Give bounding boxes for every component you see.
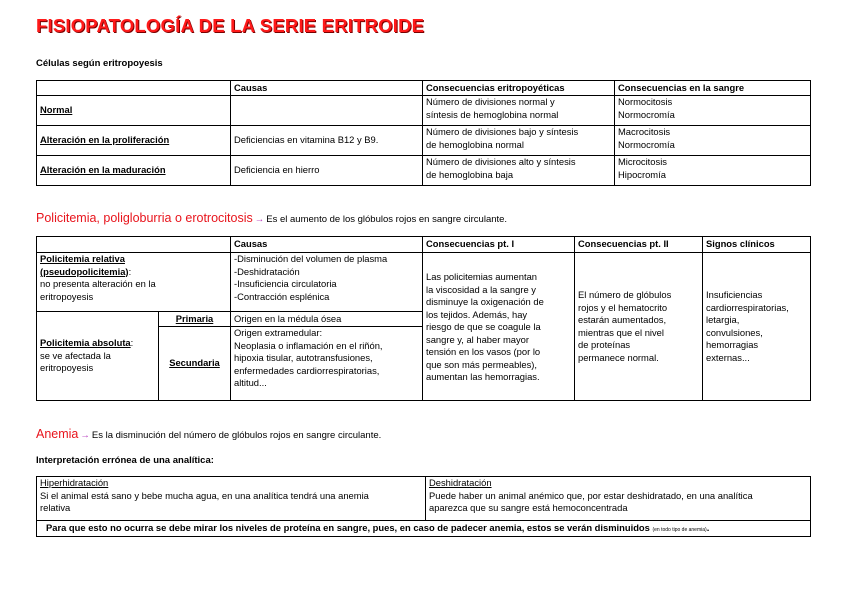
policitemia-definition: Es el aumento de los glóbulos rojos en sangre circulante. <box>266 214 508 225</box>
cell-line: de proteínas <box>578 339 631 350</box>
row-label-proliferacion: Alteración en la proliferación <box>40 134 170 146</box>
cell-line: aparezca que su sangre está hemoconcentrada <box>429 502 628 513</box>
cell-line: Normocitosis <box>618 96 673 107</box>
header-empty <box>37 237 231 253</box>
cell-line: permanece normal. <box>578 351 659 363</box>
cell-line: Macrocitosis <box>618 126 671 137</box>
footer-text: Para que esto no ocurra se debe mirar los niveles de proteína en sangre, pues, en caso de padecer anemia, estos se verán disminuidos <box>46 522 650 534</box>
policitemia-heading <box>36 210 507 227</box>
absoluta-title: Policitemia absoluta <box>40 337 131 349</box>
table-row <box>37 156 811 186</box>
header-consecuencias-2: Consecuencias pt. II <box>575 237 703 253</box>
cell-line: Microcitosis <box>618 156 667 167</box>
header-consecuencias-1: Consecuencias pt. I <box>423 237 575 253</box>
cell-line: Número de divisiones bajo y síntesis <box>426 126 579 137</box>
relativa-cell <box>37 253 231 312</box>
absoluta-cell <box>37 312 159 401</box>
cell-line: sangre y, al haber mayor <box>426 333 530 345</box>
header-consecuencias-sangre: Consecuencias en la sangre <box>615 81 811 96</box>
secundaria-label: Secundaria <box>169 357 220 369</box>
cell-line: -Insuficiencia circulatoria <box>234 278 337 289</box>
absoluta-desc: se ve afectada la <box>40 349 111 361</box>
relativa-colon: : <box>128 265 132 277</box>
arrow-right-icon: → <box>254 214 265 225</box>
cell-line: Si el animal está sano y bebe mucha agua, en una analítica tendrá una anemia <box>40 489 369 501</box>
secundaria-causas <box>231 327 423 401</box>
cell-line: relativa <box>40 502 71 513</box>
cell-line: de hemoglobina normal <box>426 138 524 150</box>
header-causas: Causas <box>231 81 423 96</box>
deshidratacion-cell <box>426 477 811 521</box>
analitica-table <box>36 476 811 537</box>
primaria-label: Primaria <box>175 312 214 324</box>
hiperhidratacion-title: Hiperhidratación <box>40 477 109 488</box>
header-empty <box>37 81 231 96</box>
absoluta-colon: : <box>130 337 134 349</box>
header-causas: Causas <box>231 237 423 253</box>
table-row <box>37 96 811 126</box>
consecuencias-2-cell <box>575 253 703 401</box>
cell-line: los tejidos. Además, hay <box>426 308 528 320</box>
cell-line: Las policitemias aumentan <box>426 271 537 283</box>
footer-small: (en todo tipo de anemia) <box>652 527 707 534</box>
arrow-right-icon: → <box>80 430 90 441</box>
header-consecuencias-eritropoyeticas: Consecuencias eritropoyéticas <box>423 81 615 96</box>
cell-line: aumentan las hemorragias. <box>426 371 540 383</box>
cell-line: externas... <box>706 351 750 363</box>
eritropoyesis-table <box>36 80 811 186</box>
cell-line: Hipocromía <box>618 168 666 180</box>
relativa-causas <box>231 253 423 312</box>
cell-line: Insuficiencias <box>706 289 763 300</box>
cell-line: estarán aumentados, <box>578 314 667 325</box>
cell-line: enfermedades cardiorrespiratorias, <box>234 364 380 376</box>
cell-line: mientras que el nivel <box>578 326 664 338</box>
policitemia-table <box>36 236 811 401</box>
page-title: FISIOPATOLOGÍA DE LA SERIE ERITROIDE <box>36 15 425 36</box>
cell-line: Origen extramedular: <box>234 327 323 338</box>
cell-line: riesgo de que se coagule la <box>426 321 541 333</box>
relativa-desc: eritropoyesis <box>40 290 94 302</box>
hiperhidratacion-cell <box>37 477 426 521</box>
cell-line: Número de divisiones alto y síntesis <box>426 156 576 167</box>
cell-line: Neoplasia o inflamación en el riñón, <box>234 339 383 351</box>
cell-line: -Contracción esplénica <box>234 290 330 302</box>
header-signos: Signos clínicos <box>703 237 811 253</box>
cell-line: que son más permeables), <box>426 358 537 370</box>
cell-line: tensión en los vasos (por lo <box>426 346 541 358</box>
cell-line: cardiorrespiratorias, <box>706 301 789 313</box>
cell-line: letargia, <box>706 314 740 325</box>
row-label-normal: Normal <box>40 104 73 116</box>
row-causas: Deficiencias en vitamina B12 y B9. <box>231 126 423 156</box>
analitica-heading: Interpretación errónea de una analítica: <box>36 455 214 466</box>
section1-heading: Células según eritropoyesis <box>36 58 163 69</box>
cell-line: disminuye la oxigenación de <box>426 296 544 308</box>
row-causas <box>231 96 423 126</box>
cell-line: la viscosidad a la sangre y <box>426 283 536 295</box>
row-causas: Deficiencia en hierro <box>231 156 423 186</box>
relativa-desc: no presenta alteración en la <box>40 278 156 289</box>
footer-end: . <box>706 522 710 534</box>
primaria-causa: Origen en la médula ósea <box>231 312 423 327</box>
cell-line: Número de divisiones normal y <box>426 96 555 107</box>
row-label-maduracion: Alteración en la maduración <box>40 164 166 176</box>
table-row <box>37 126 811 156</box>
cell-line: Normocromía <box>618 138 675 150</box>
signos-cell <box>703 253 811 401</box>
consecuencias-1-cell <box>423 253 575 401</box>
absoluta-desc: eritropoyesis <box>40 362 94 374</box>
cell-line: Puede haber un animal anémico que, por estar deshidratado, en una analítica <box>429 489 753 501</box>
anemia-definition: Es la disminución del número de glóbulos rojos en sangre circulante. <box>91 430 382 441</box>
anemia-heading <box>36 426 381 443</box>
footer-note <box>37 521 811 537</box>
cell-line: hemorragias <box>706 339 759 350</box>
cell-line: síntesis de hemoglobina normal <box>426 108 559 120</box>
relativa-subtitle: (pseudopolicitemia) <box>40 265 129 277</box>
relativa-title: Policitemia relativa <box>40 253 125 264</box>
cell-line: convulsiones, <box>706 326 763 338</box>
cell-line: Normocromía <box>618 108 675 120</box>
cell-line: de hemoglobina baja <box>426 168 514 180</box>
cell-line: -Deshidratación <box>234 265 300 277</box>
policitemia-title: Policitemia, poligloburria o erotrocitosis <box>36 211 253 225</box>
cell-line: rojos y el hematocrito <box>578 301 668 313</box>
cell-line: -Disminución del volumen de plasma <box>234 253 388 264</box>
cell-line: altitud... <box>234 377 267 388</box>
anemia-title: Anemia <box>36 427 79 441</box>
deshidratacion-title: Deshidratación <box>429 477 492 488</box>
cell-line: hipoxia tisular, autotransfusiones, <box>234 352 373 363</box>
cell-line: El número de glóbulos <box>578 289 672 300</box>
